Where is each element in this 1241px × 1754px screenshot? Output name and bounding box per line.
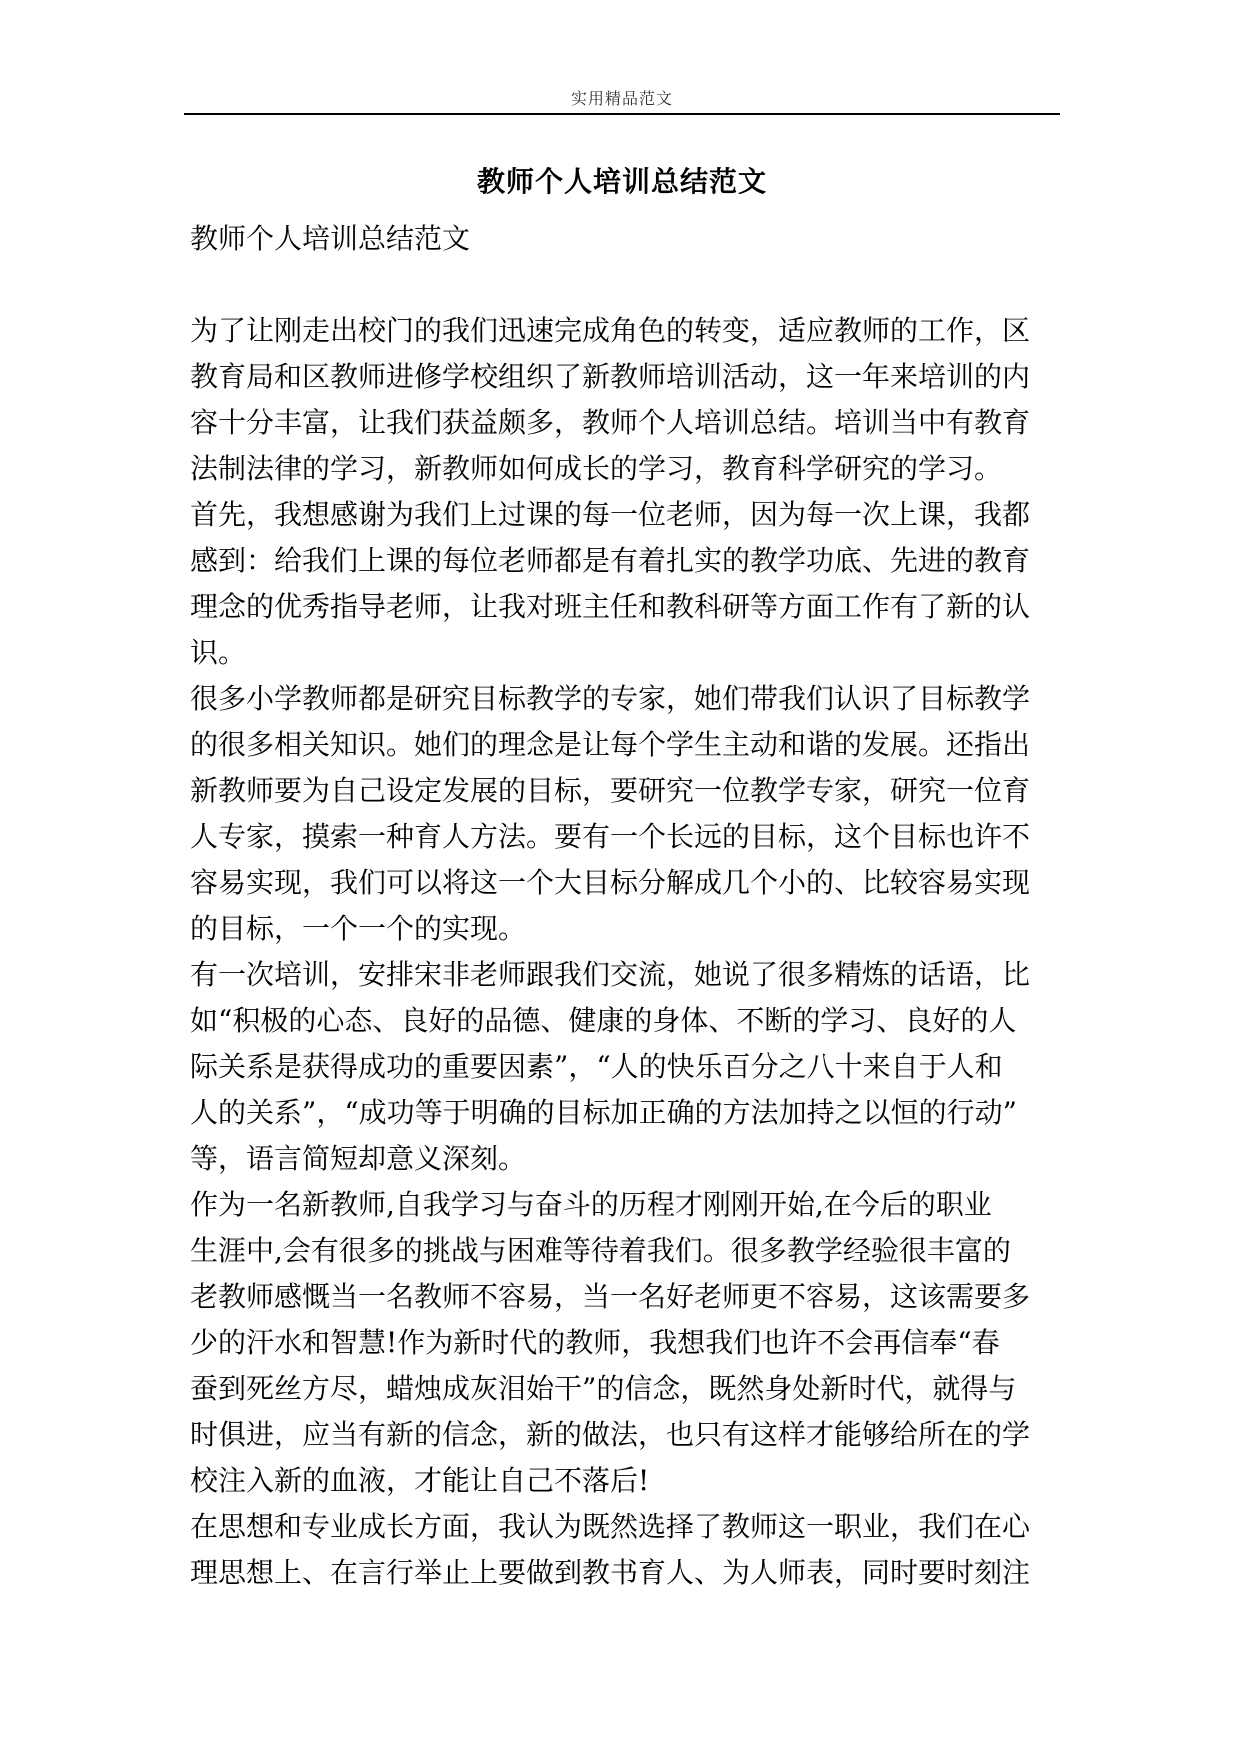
page-header: 实用精品范文 [570, 89, 673, 108]
paragraph-5: 作为一名新教师,自我学习与奋斗的历程才刚刚开始,在今后的职业 生涯中,会有很多的挑战与困难等待着我们。很多教学经验很丰富的 老教师感慨当一名教师不容易，当一名好老师更不容易，这该需要多 少的汗水和智慧!作为新时代的教师，我想我们也许不会再信奉“春 蚕到死丝方尽，蜡烛成灰泪始干”的信念，既然身处新时代，就得与 时俱进，应当有新的信念，新的做法，也只有这样才能够给所在的学 校注入新的血液，才能让自己不落后! [190, 1188, 1031, 1497]
header-divider [184, 113, 1060, 115]
document-title: 教师个人培训总结范文 [476, 165, 767, 198]
document-subtitle: 教师个人培训总结范文 [190, 222, 471, 255]
paragraph-3: 很多小学教师都是研究目标教学的专家，她们带我们认识了目标教学 的很多相关知识。她们的理念是让每个学生主动和谐的发展。还指出 新教师要为自己设定发展的目标，要研究一位教学专家，研究一位育 人专家，摸索一种育人方法。要有一个长远的目标，这个目标也许不 容易实现，我们可以将这一个大目标分解成几个小的、比较容易实现 的目标，一个一个的实现。 [190, 682, 1031, 945]
paragraph-2: 首先，我想感谢为我们上过课的每一位老师，因为每一次上课，我都 感到：给我们上课的每位老师都是有着扎实的教学功底、先进的教育 理念的优秀指导老师，让我对班主任和教科研等方面工作有了新的认 识。 [190, 498, 1031, 669]
paragraph-4: 有一次培训，安排宋非老师跟我们交流，她说了很多精炼的话语，比 如“积极的心态、良好的品德、健康的身体、不断的学习、良好的人 际关系是获得成功的重要因素”，“人的快乐百分之八十来自于人和 人的关系”，“成功等于明确的目标加正确的方法加持之以恒的行动” 等，语言简短却意义深刻。 [190, 958, 1031, 1175]
blank-line [190, 262, 1052, 308]
paragraph-1: 为了让刚走出校门的我们迅速完成角色的转变，适应教师的工作，区 教育局和区教师进修学校组织了新教师培训活动，这一年来培训的内 容十分丰富，让我们获益颇多，教师个人培训总结。培训当中有教育 法制法律的学习，新教师如何成长的学习，教育科学研究的学习。 [190, 314, 1031, 485]
document-body [190, 216, 1052, 1596]
paragraph-6: 在思想和专业成长方面，我认为既然选择了教师这一职业，我们在心 理思想上、在言行举止上要做到教书育人、为人师表，同时要时刻注 [190, 1510, 1031, 1589]
